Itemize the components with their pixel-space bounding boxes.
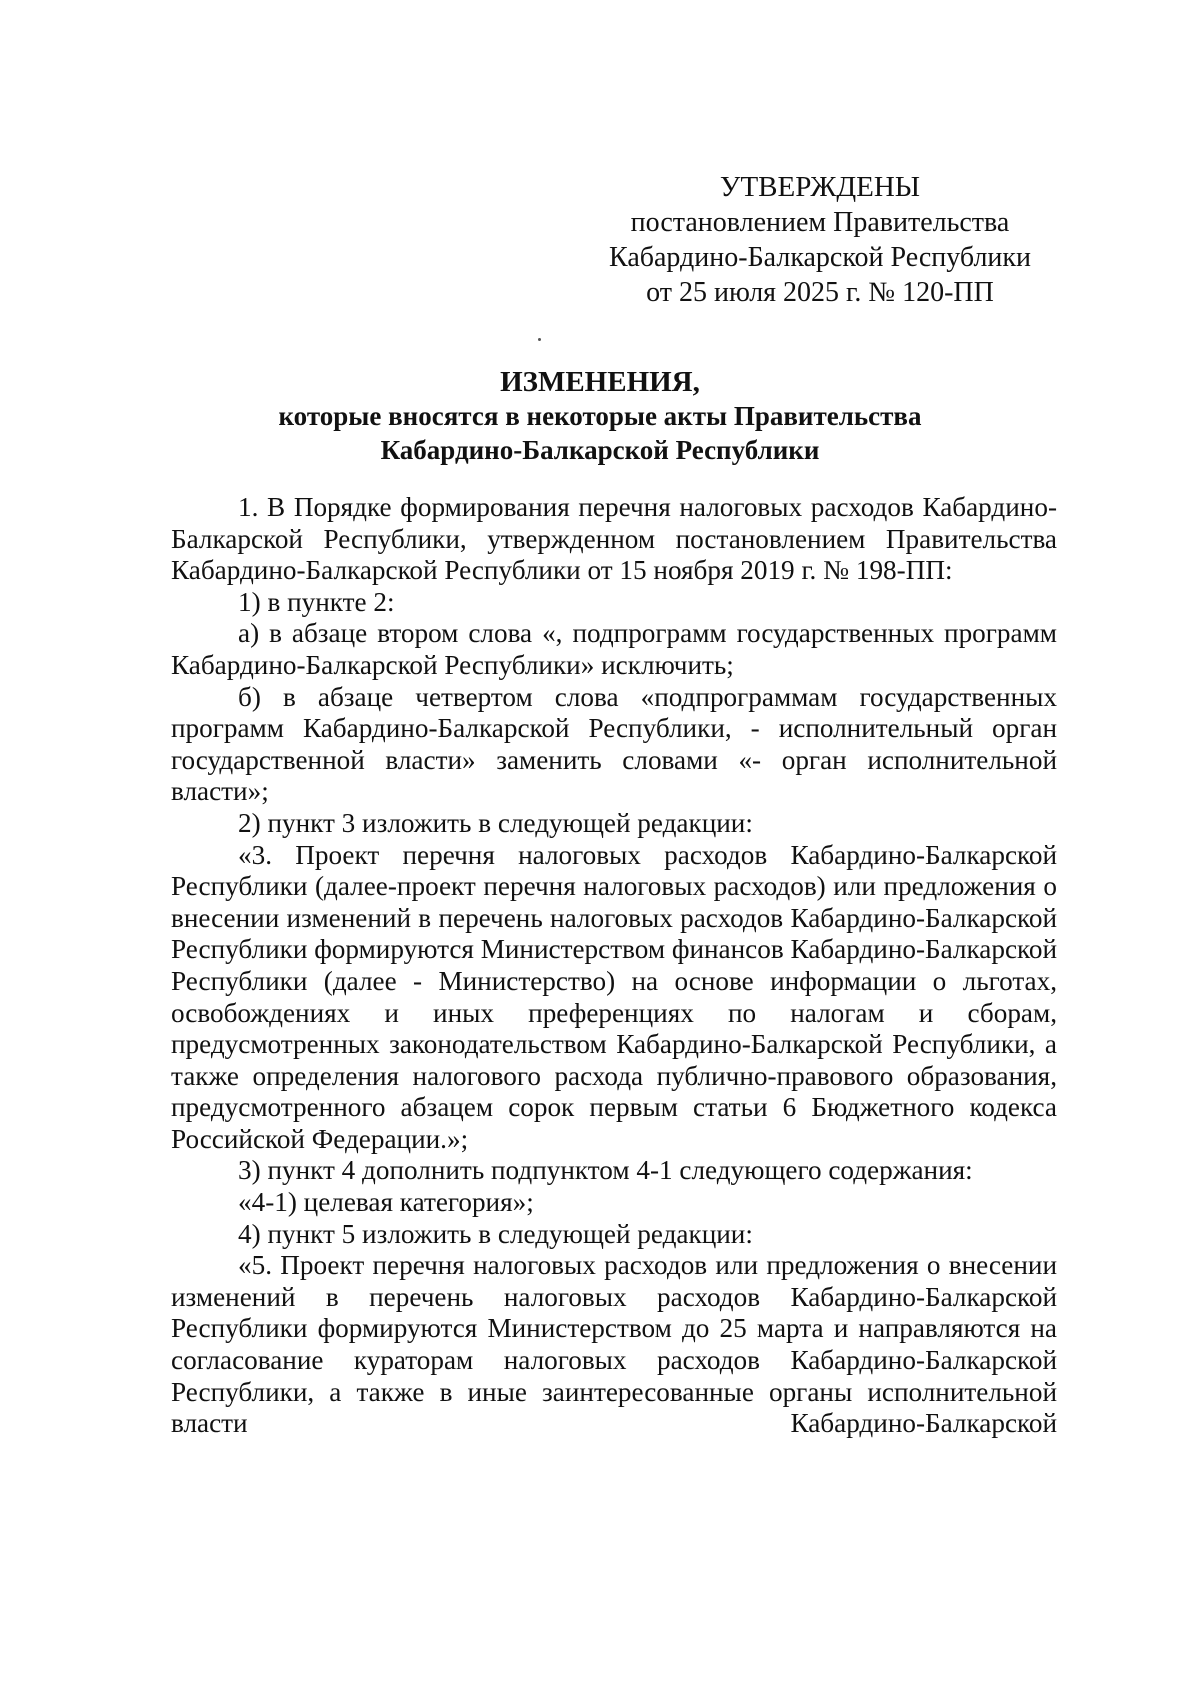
approval-line-2: Кабардино-Балкарской Республики: [609, 242, 1031, 273]
document-subtitle-2: Кабардино-Балкарской Республики: [380, 435, 820, 465]
document-body: [171, 492, 1057, 1440]
approval-line-1: постановлением Правительства: [630, 207, 1010, 238]
paragraph-subitem-b: б) в абзаце четвертом слова «подпрограммам государственных программ Кабардино-Балкарской Республики, - исполнительный орган государственной власти» заменить словами «- орган исполнительной власти»;: [171, 681, 1057, 807]
paragraph-subitem-4: 4) пункт 5 изложить в следующей редакции:: [238, 1218, 753, 1249]
approval-block: [600, 170, 1040, 310]
approval-line-3: от 25 июля 2025 г. № 120-ПП: [646, 277, 994, 308]
paragraph-quote-4-1: «4-1) целевая категория»;: [238, 1187, 534, 1218]
paragraph-subitem-1: 1) в пункте 2:: [238, 586, 395, 617]
document-subtitle-1: которые вносятся в некоторые акты Правительства: [278, 401, 922, 431]
paragraph-quote-3: «3. Проект перечня налоговых расходов Кабардино-Балкарской Республики (далее-проект перечня налоговых расходов) или предложения о внесении изменений в перечень налоговых расходов Кабардино-Балкарской Республики формируются Министерством финансов Кабардино-Балкарской Республики (далее - Министерство) на основе информации о льготах, освобождениях и иных преференциях по налогам и сборам, предусмотренных законодательством Кабардино-Балкарской Республики, а также определения налогового расхода публично-правового образования, предусмотренного абзацем сорок первым статьи 6 Бюджетного кодекса Российской Федерации.»;: [171, 839, 1057, 1154]
approval-title: УТВЕРЖДЕНЫ: [719, 171, 921, 203]
paragraph-subitem-3: 3) пункт 4 дополнить подпунктом 4-1 следующего содержания:: [238, 1155, 973, 1186]
paragraph-item-1: 1. В Порядке формирования перечня налоговых расходов Кабардино-Балкарской Республики, утвержденном постановлением Правительства Кабардино-Балкарской Республики от 15 ноября 2019 г. № 198-ПП:: [171, 492, 1057, 586]
paragraph-quote-5: «5. Проект перечня налоговых расходов или предложения о внесении изменений в перечень налоговых расходов Кабардино-Балкарской Республики формируются Министерством до 25 марта и направляются на согласование кураторам налоговых расходов Кабардино-Балкарской Республики, а также в иные заинтересованные органы исполнительной власти Кабардино-Балкарской: [171, 1250, 1057, 1439]
paragraph-subitem-2: 2) пункт 3 изложить в следующей редакции:: [238, 807, 753, 838]
paragraph-subitem-a: а) в абзаце втором слова «, подпрограмм государственных программ Кабардино-Балкарской Республики» исключить;: [171, 618, 1057, 680]
document-heading: [170, 365, 1030, 467]
scan-dot: [538, 338, 541, 341]
document-title: ИЗМЕНЕНИЯ,: [500, 366, 700, 398]
